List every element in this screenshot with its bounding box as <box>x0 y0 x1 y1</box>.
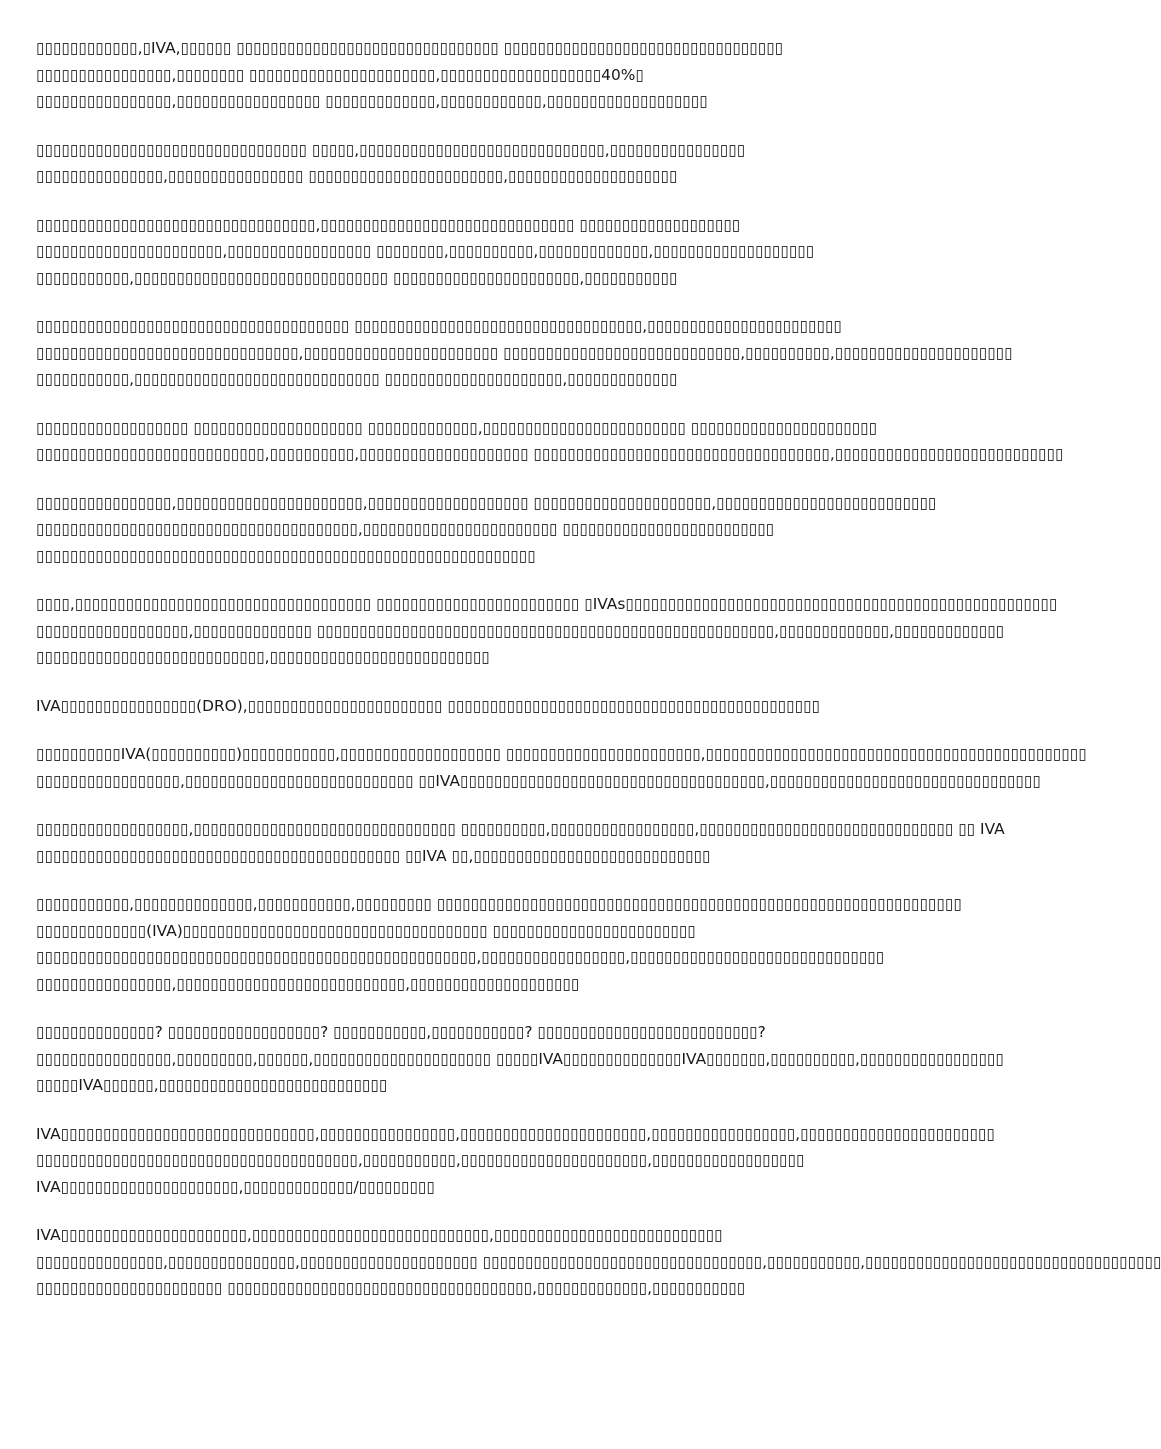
paragraph <box>36 591 1058 671</box>
text-line: IVA▯▯▯▯▯▯▯▯▯▯▯▯▯▯▯▯▯▯▯▯▯,▯▯▯▯▯▯▯▯▯▯▯▯▯/▯▯▯▯▯▯▯▯▯ <box>36 1177 435 1196</box>
text-line: ▯▯▯▯,▯▯▯▯▯▯▯▯▯▯▯▯▯▯▯▯▯▯▯▯▯▯▯▯▯▯▯▯▯▯▯▯▯▯▯ ▯▯▯▯▯▯▯▯▯▯▯▯▯▯▯▯▯▯▯▯▯▯▯▯ ▯IVAs▯▯▯▯▯▯▯▯▯▯▯▯▯▯▯▯▯▯▯▯▯▯▯▯▯▯▯▯▯▯▯▯▯▯▯▯▯▯▯▯▯▯▯▯▯▯▯▯▯▯▯ <box>36 595 1058 613</box>
text-line: ▯▯▯▯▯▯▯▯▯▯▯▯▯▯▯▯,▯▯▯▯▯▯▯▯▯▯▯▯▯▯▯▯▯▯▯▯▯▯,▯▯▯▯▯▯▯▯▯▯▯▯▯▯▯▯▯▯▯ ▯▯▯▯▯▯▯▯▯▯▯▯▯▯▯▯▯▯▯▯▯,▯▯▯▯▯▯▯▯▯▯▯▯▯▯▯▯▯▯▯▯▯▯▯▯▯▯ <box>36 493 937 512</box>
paragraph <box>36 816 1005 869</box>
text-line: ▯▯▯▯▯▯▯▯▯▯▯,▯▯▯▯▯▯▯▯▯▯▯▯▯▯▯▯▯▯▯▯▯▯▯▯▯▯▯▯▯ ▯▯▯▯▯▯▯▯▯▯▯▯▯▯▯▯▯▯▯▯▯,▯▯▯▯▯▯▯▯▯▯▯▯▯ <box>36 370 678 388</box>
text-line: ▯▯▯▯▯▯▯▯▯▯▯▯▯▯▯▯▯▯,▯▯▯▯▯▯▯▯▯▯▯▯▯▯▯▯▯▯▯▯▯▯▯▯▯▯▯▯▯▯▯ ▯▯▯▯▯▯▯▯▯▯,▯▯▯▯▯▯▯▯▯▯▯▯▯▯▯▯▯,▯▯▯▯▯▯▯▯▯▯▯▯▯▯▯▯▯▯▯▯▯▯▯▯▯▯▯▯▯▯ ▯▯ IVA <box>36 820 1005 838</box>
text-line: ▯▯▯▯▯▯▯▯▯▯▯▯▯▯▯,▯▯▯▯▯▯▯▯▯▯▯▯▯▯▯▯ ▯▯▯▯▯▯▯▯▯▯▯▯▯▯▯▯▯▯▯▯▯▯▯,▯▯▯▯▯▯▯▯▯▯▯▯▯▯▯▯▯▯▯▯ <box>36 167 678 185</box>
text-line: ▯▯▯▯▯▯▯▯▯▯▯▯▯▯▯▯▯▯▯▯▯▯▯▯▯▯▯▯▯▯▯▯ ▯▯▯▯▯,▯▯▯▯▯▯▯▯▯▯▯▯▯▯▯▯▯▯▯▯▯▯▯▯▯▯▯▯▯,▯▯▯▯▯▯▯▯▯▯▯▯▯▯▯▯ <box>36 140 746 159</box>
text-line: ▯▯▯▯▯▯▯▯▯▯▯▯▯▯▯▯▯▯▯▯▯▯▯▯▯▯▯▯▯▯▯▯▯,▯▯▯▯▯▯▯▯▯▯▯▯▯▯▯▯▯▯▯▯▯▯▯▯▯▯▯▯▯▯ ▯▯▯▯▯▯▯▯▯▯▯▯▯▯▯▯▯▯▯ <box>36 215 741 234</box>
text-line: ▯▯▯▯▯▯▯▯▯▯▯▯▯▯▯▯▯,▯▯▯▯▯▯▯▯▯▯▯▯▯▯▯▯▯▯▯▯▯▯▯▯▯▯▯ ▯▯IVA▯▯▯▯▯▯▯▯▯▯▯▯▯▯▯▯▯▯▯▯▯▯▯▯▯▯▯▯▯▯▯▯▯▯▯▯,▯▯▯▯▯▯▯▯▯▯▯▯▯▯▯▯▯▯▯▯▯▯▯▯▯▯▯▯▯▯▯▯ <box>36 771 1041 790</box>
paragraph <box>36 1121 995 1201</box>
paragraph <box>36 415 1064 468</box>
text-line: ▯▯▯▯▯▯▯▯▯▯▯▯▯▯▯▯▯▯▯▯▯▯▯▯▯▯▯▯▯▯▯,▯▯▯▯▯▯▯▯▯▯▯▯▯▯▯▯▯▯▯▯▯▯▯ ▯▯▯▯▯▯▯▯▯▯▯▯▯▯▯▯▯▯▯▯▯▯▯▯▯▯▯▯,▯▯▯▯▯▯▯▯▯▯,▯▯▯▯▯▯▯▯▯▯▯▯▯▯▯▯▯▯▯▯▯ <box>36 343 1013 362</box>
paragraph <box>36 212 988 292</box>
text-line: ▯▯▯▯▯▯▯▯▯▯▯▯▯▯▯▯▯▯▯▯▯▯,▯▯▯▯▯▯▯▯▯▯▯▯▯▯▯▯▯ ▯▯▯▯▯▯▯▯,▯▯▯▯▯▯▯▯▯▯,▯▯▯▯▯▯▯▯▯▯▯▯▯,▯▯▯▯▯▯▯▯▯▯▯▯▯▯▯▯▯▯▯ <box>36 242 815 260</box>
text-line: ▯▯▯▯▯▯▯▯▯▯▯▯,▯IVA,▯▯▯▯▯▯ ▯▯▯▯▯▯▯▯▯▯▯▯▯▯▯▯▯▯▯▯▯▯▯▯▯▯▯▯▯▯▯ ▯▯▯▯▯▯▯▯▯▯▯▯▯▯▯▯▯▯▯▯▯▯▯▯▯▯▯▯▯▯▯▯▯ <box>36 39 784 57</box>
text-line: ▯▯▯▯▯▯▯▯▯▯▯▯▯▯▯▯▯▯▯▯▯▯▯▯▯▯▯▯▯▯▯▯▯▯▯▯▯▯▯▯▯▯▯ ▯▯IVA ▯▯,▯▯▯▯▯▯▯▯▯▯▯▯▯▯▯▯▯▯▯▯▯▯▯▯▯▯▯▯ <box>36 846 711 865</box>
text-line: ▯▯▯▯▯▯▯▯▯▯▯▯▯▯▯,▯▯▯▯▯▯▯▯▯▯▯▯▯▯▯,▯▯▯▯▯▯▯▯▯▯▯▯▯▯▯▯▯▯▯▯▯ ▯▯▯▯▯▯▯▯▯▯▯▯▯▯▯▯▯▯▯▯▯▯▯▯▯▯▯▯▯▯▯▯▯,▯▯▯▯▯▯▯▯▯▯▯,▯▯▯▯▯▯▯▯▯▯▯▯▯▯▯▯▯▯▯▯▯▯▯▯▯▯▯▯▯▯▯▯▯▯▯ <box>36 1252 1161 1271</box>
paragraph <box>36 1222 1161 1302</box>
text-line: ▯▯▯▯▯▯▯▯▯▯▯,▯▯▯▯▯▯▯▯▯▯▯▯▯▯,▯▯▯▯▯▯▯▯▯▯▯,▯▯▯▯▯▯▯▯▯ ▯▯▯▯▯▯▯▯▯▯▯▯▯▯▯▯▯▯▯▯▯▯▯▯▯▯▯▯▯▯▯▯▯▯▯▯▯▯▯▯▯▯▯▯▯▯▯▯▯▯▯▯▯▯▯▯▯▯▯▯▯▯ <box>36 895 962 913</box>
text-line: ▯▯▯▯▯▯▯▯▯▯▯▯▯▯▯▯▯▯ ▯▯▯▯▯▯▯▯▯▯▯▯▯▯▯▯▯▯▯▯ ▯▯▯▯▯▯▯▯▯▯▯▯▯,▯▯▯▯▯▯▯▯▯▯▯▯▯▯▯▯▯▯▯▯▯▯▯▯ ▯▯▯▯▯▯▯▯▯▯▯▯▯▯▯▯▯▯▯▯▯▯ <box>36 418 878 437</box>
text-line: ▯▯▯▯▯▯▯▯▯▯▯,▯▯▯▯▯▯▯▯▯▯▯▯▯▯▯▯▯▯▯▯▯▯▯▯▯▯▯▯▯▯ ▯▯▯▯▯▯▯▯▯▯▯▯▯▯▯▯▯▯▯▯▯▯,▯▯▯▯▯▯▯▯▯▯▯ <box>36 268 678 287</box>
paragraph <box>36 693 988 720</box>
text-line: ▯▯▯▯▯▯▯▯▯▯▯▯▯▯▯▯,▯▯▯▯▯▯▯▯ ▯▯▯▯▯▯▯▯▯▯▯▯▯▯▯▯▯▯▯▯▯▯,▯▯▯▯▯▯▯▯▯▯▯▯▯▯▯▯▯▯▯40%▯ <box>36 65 644 84</box>
paragraph <box>36 137 988 190</box>
text-line: ▯▯▯▯▯▯▯▯▯▯▯▯▯▯▯▯,▯▯▯▯▯▯▯▯▯▯▯▯▯▯▯▯▯ ▯▯▯▯▯▯▯▯▯▯▯▯▯,▯▯▯▯▯▯▯▯▯▯▯▯,▯▯▯▯▯▯▯▯▯▯▯▯▯▯▯▯▯▯▯ <box>36 92 708 110</box>
text-line: IVA▯▯▯▯▯▯▯▯▯▯▯▯▯▯▯▯▯▯▯▯▯▯▯▯▯▯▯▯▯▯,▯▯▯▯▯▯▯▯▯▯▯▯▯▯▯▯,▯▯▯▯▯▯▯▯▯▯▯▯▯▯▯▯▯▯▯▯▯▯,▯▯▯▯▯▯▯▯▯▯▯▯▯▯▯▯▯,▯▯▯▯▯▯▯▯▯▯▯▯▯▯▯▯▯▯▯▯▯▯▯ <box>36 1124 995 1143</box>
paragraph <box>36 891 988 997</box>
text-line: ▯▯▯▯▯▯▯▯▯▯▯▯▯(IVA)▯▯▯▯▯▯▯▯▯▯▯▯▯▯▯▯▯▯▯▯▯▯▯▯▯▯▯▯▯▯▯▯▯▯▯▯ ▯▯▯▯▯▯▯▯▯▯▯▯▯▯▯▯▯▯▯▯▯▯▯▯ <box>36 921 696 940</box>
text-line: ▯▯▯▯▯▯▯▯▯▯▯▯▯▯▯▯▯▯▯▯▯▯▯▯▯▯▯▯▯▯▯▯▯▯▯▯▯▯▯▯▯▯▯▯▯▯▯▯▯▯▯▯▯▯▯▯▯▯▯ <box>36 546 536 565</box>
text-line: ▯▯▯▯▯IVA▯▯▯▯▯▯,▯▯▯▯▯▯▯▯▯▯▯▯▯▯▯▯▯▯▯▯▯▯▯▯▯▯▯ <box>36 1076 388 1094</box>
text-line: ▯▯▯▯▯▯▯▯▯▯▯▯▯▯▯▯▯▯▯▯▯▯▯▯▯▯▯,▯▯▯▯▯▯▯▯▯▯,▯▯▯▯▯▯▯▯▯▯▯▯▯▯▯▯▯▯▯▯ ▯▯▯▯▯▯▯▯▯▯▯▯▯▯▯▯▯▯▯▯▯▯▯▯▯▯▯▯▯▯▯▯▯▯▯,▯▯▯▯▯▯▯▯▯▯▯▯▯▯▯▯▯▯▯▯▯▯▯▯▯▯▯ <box>36 445 1064 463</box>
text-line: ▯▯▯▯▯▯▯▯▯▯▯▯▯▯▯▯▯▯▯▯▯▯▯▯▯▯▯,▯▯▯▯▯▯▯▯▯▯▯▯▯▯▯▯▯▯▯▯▯▯▯▯▯▯ <box>36 648 490 666</box>
text-line: ▯▯▯▯▯▯▯▯▯▯IVA(▯▯▯▯▯▯▯▯▯▯)▯▯▯▯▯▯▯▯▯▯▯,▯▯▯▯▯▯▯▯▯▯▯▯▯▯▯▯▯▯▯ ▯▯▯▯▯▯▯▯▯▯▯▯▯▯▯▯▯▯▯▯▯▯▯,▯▯▯▯▯▯▯▯▯▯▯▯▯▯▯▯▯▯▯▯▯▯▯▯▯▯▯▯▯▯▯▯▯▯▯▯▯▯▯▯▯▯▯▯▯ <box>36 745 1087 763</box>
text-line: ▯▯▯▯▯▯▯▯▯▯▯▯▯▯▯▯,▯▯▯▯▯▯▯▯▯,▯▯▯▯▯▯,▯▯▯▯▯▯▯▯▯▯▯▯▯▯▯▯▯▯▯▯▯ ▯▯▯▯▯IVA▯▯▯▯▯▯▯▯▯▯▯▯▯▯IVA▯▯▯▯▯▯▯,▯▯▯▯▯▯▯▯▯▯,▯▯▯▯▯▯▯▯▯▯▯▯▯▯▯▯▯ <box>36 1049 1004 1068</box>
text-line: ▯▯▯▯▯▯▯▯▯▯▯▯▯▯▯▯▯▯▯▯▯▯▯▯▯▯▯▯▯▯▯▯▯▯▯▯▯ ▯▯▯▯▯▯▯▯▯▯▯▯▯▯▯▯▯▯▯▯▯▯▯▯▯▯▯▯▯▯▯▯▯▯,▯▯▯▯▯▯▯▯▯▯▯▯▯▯▯▯▯▯▯▯▯▯▯ <box>36 317 842 335</box>
text-line: IVA▯▯▯▯▯▯▯▯▯▯▯▯▯▯▯▯▯▯▯▯▯▯,▯▯▯▯▯▯▯▯▯▯▯▯▯▯▯▯▯▯▯▯▯▯▯▯▯▯▯▯,▯▯▯▯▯▯▯▯▯▯▯▯▯▯▯▯▯▯▯▯▯▯▯▯▯▯▯ <box>36 1226 723 1244</box>
text-line: IVA▯▯▯▯▯▯▯▯▯▯▯▯▯▯▯▯(DRO),▯▯▯▯▯▯▯▯▯▯▯▯▯▯▯▯▯▯▯▯▯▯▯ ▯▯▯▯▯▯▯▯▯▯▯▯▯▯▯▯▯▯▯▯▯▯▯▯▯▯▯▯▯▯▯▯▯▯▯▯▯▯▯▯▯▯▯▯ <box>36 696 821 715</box>
paragraph <box>36 490 988 570</box>
paragraph <box>36 741 1087 794</box>
paragraph <box>36 1019 1004 1099</box>
paragraph <box>36 313 1013 393</box>
text-line: ▯▯▯▯▯▯▯▯▯▯▯▯▯▯▯▯,▯▯▯▯▯▯▯▯▯▯▯▯▯▯▯▯▯▯▯▯▯▯▯▯▯▯▯,▯▯▯▯▯▯▯▯▯▯▯▯▯▯▯▯▯▯▯▯ <box>36 974 580 993</box>
text-line: ▯▯▯▯▯▯▯▯▯▯▯▯▯▯▯▯▯▯▯▯▯▯▯▯▯▯▯▯▯▯▯▯▯▯▯▯▯▯,▯▯▯▯▯▯▯▯▯▯▯,▯▯▯▯▯▯▯▯▯▯▯▯▯▯▯▯▯▯▯▯▯▯,▯▯▯▯▯▯▯▯▯▯▯▯▯▯▯▯▯▯ <box>36 1151 805 1169</box>
text-line: ▯▯▯▯▯▯▯▯▯▯▯▯▯▯▯▯▯▯▯▯▯▯▯▯▯▯▯▯▯▯▯▯▯▯▯▯▯▯,▯▯▯▯▯▯▯▯▯▯▯▯▯▯▯▯▯▯▯▯▯▯▯ ▯▯▯▯▯▯▯▯▯▯▯▯▯▯▯▯▯▯▯▯▯▯▯▯▯ <box>36 520 775 538</box>
paragraph <box>36 35 988 115</box>
text-line: ▯▯▯▯▯▯▯▯▯▯▯▯▯▯? ▯▯▯▯▯▯▯▯▯▯▯▯▯▯▯▯▯▯? ▯▯▯▯▯▯▯▯▯▯▯,▯▯▯▯▯▯▯▯▯▯▯? ▯▯▯▯▯▯▯▯▯▯▯▯▯▯▯▯▯▯▯▯▯▯▯▯▯▯? <box>36 1023 766 1041</box>
text-line: ▯▯▯▯▯▯▯▯▯▯▯▯▯▯▯▯▯▯▯▯▯▯ ▯▯▯▯▯▯▯▯▯▯▯▯▯▯▯▯▯▯▯▯▯▯▯▯▯▯▯▯▯▯▯▯▯▯▯▯,▯▯▯▯▯▯▯▯▯▯▯▯▯,▯▯▯▯▯▯▯▯▯▯▯ <box>36 1279 746 1297</box>
text-line: ▯▯▯▯▯▯▯▯▯▯▯▯▯▯▯▯▯▯,▯▯▯▯▯▯▯▯▯▯▯▯▯▯ ▯▯▯▯▯▯▯▯▯▯▯▯▯▯▯▯▯▯▯▯▯▯▯▯▯▯▯▯▯▯▯▯▯▯▯▯▯▯▯▯▯▯▯▯▯▯▯▯▯▯▯▯▯▯,▯▯▯▯▯▯▯▯▯▯▯▯▯,▯▯▯▯▯▯▯▯▯▯▯▯▯ <box>36 621 1005 640</box>
text-line: ▯▯▯▯▯▯▯▯▯▯▯▯▯▯▯▯▯▯▯▯▯▯▯▯▯▯▯▯▯▯▯▯▯▯▯▯▯▯▯▯▯▯▯▯▯▯▯▯▯▯▯▯,▯▯▯▯▯▯▯▯▯▯▯▯▯▯▯▯▯,▯▯▯▯▯▯▯▯▯▯▯▯▯▯▯▯▯▯▯▯▯▯▯▯▯▯▯▯▯▯ <box>36 948 885 966</box>
